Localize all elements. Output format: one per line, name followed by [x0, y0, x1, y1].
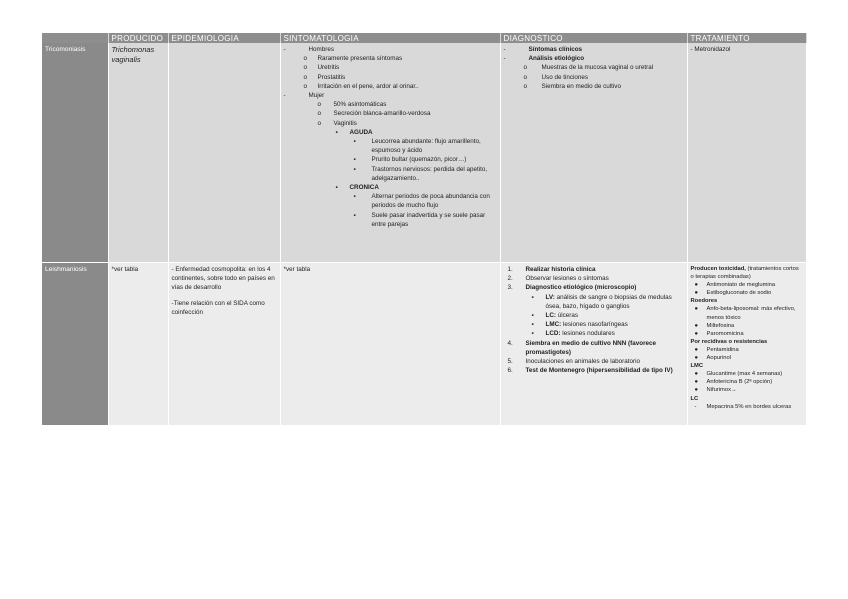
bullet-circle: o	[303, 73, 308, 81]
bullet-square: ▪	[353, 193, 356, 201]
list-item: ● Paromomicina	[694, 330, 744, 337]
bullet-circle: o	[317, 110, 322, 118]
list-item: o Uretritis	[303, 64, 340, 72]
header-producido: PRODUCIDO	[108, 33, 168, 43]
cell-producido	[108, 43, 168, 263]
header-sintomatologia: SINTOMATOLOGIA	[280, 33, 500, 43]
cell-tratamiento	[687, 43, 806, 263]
list-item: ● Anfotericina B (2ª opción)	[694, 379, 773, 386]
cell-epidemiologia	[168, 263, 280, 426]
list-item: ▪ Prurito bultar (quemazón, picor…)	[353, 156, 467, 164]
list-item: ▪ LC: úlceras	[531, 312, 579, 320]
header-cell-empty	[42, 33, 108, 43]
bullet-square: ▪	[531, 330, 534, 338]
list-item: ▪ LV: análisis de sangre o biopsias de medulas ósea, bazo, hígado o ganglios	[531, 293, 672, 310]
list-item: o Raramente presenta síntomas	[303, 55, 403, 63]
bullet-dash: -	[283, 92, 286, 100]
organism-name: vaginalis	[111, 55, 141, 64]
bullet-square: ▪	[353, 138, 356, 146]
bullet-square: ▪	[531, 293, 534, 301]
bullet-circle: o	[523, 82, 528, 90]
list-item: ▪ LMC: lesiones nasofaríngeas	[531, 321, 628, 329]
treatment-intro: Producen toxicidad, (tratamientos cortos o terapias combinadas)	[690, 266, 799, 281]
list-item: 2. Observar lesiones o síntomas	[507, 275, 609, 283]
list-item: 5. Inoculaciones en animales de laboratorio	[507, 358, 640, 366]
list-item: o Irritación en el pene, ardor al orinar..	[303, 82, 419, 90]
list-item: o Uso de tinciones	[523, 73, 589, 81]
list-item: ▪ Trastornos nerviosos: perdida del apetito, adelgazamiento..	[353, 165, 488, 182]
bullet-square: ▪	[335, 128, 338, 136]
treatment-group-label: LC	[690, 395, 699, 402]
list-item: ▪ AGUDA	[335, 128, 373, 136]
disease-table	[42, 33, 807, 426]
bullet-square: ▪	[531, 321, 534, 329]
list-item: 3. Diagnostico etiológico (microscopio)	[507, 284, 637, 292]
bullet-circle: o	[317, 101, 322, 109]
list-item: ● Nifurimox→	[694, 387, 737, 394]
bullet-square: ▪	[353, 211, 356, 219]
header-row	[42, 33, 806, 43]
list-item: ● Anfo-beta-liposomal: más efectivo, menos tóxico	[694, 306, 796, 321]
list-item: 1. Realizar historia clínica	[507, 266, 596, 273]
list-item: ▪ Suele pasar inadvertida y se suele pasar entre parejas	[353, 211, 486, 228]
header-epidemiologia: EPIDEMIOLOGIA	[168, 33, 280, 43]
bullet-dash: -	[503, 46, 506, 53]
bullet-square: ▪	[335, 184, 338, 192]
list-item: o Muestras de la mucosa vaginal o uretral	[523, 64, 654, 72]
bullet-circle: o	[303, 82, 308, 90]
table-row	[42, 263, 806, 426]
row-label: Tricomoniasis	[42, 43, 108, 263]
list-item: o Prostatitis	[303, 73, 346, 81]
list-item: ▪ Leucorrea abundante: flujo amarillento, espumoso y ácido	[353, 138, 481, 155]
see-table-note: *ver tabla	[283, 266, 311, 273]
treatment-group-label: Roedores	[690, 298, 718, 305]
see-table-note: *ver tabla	[111, 266, 139, 273]
cell-producido	[108, 263, 168, 426]
list-item: ● Glucantime (max 4 semanas)	[694, 371, 783, 378]
table-row	[42, 43, 806, 263]
bullet-dash: -	[503, 55, 506, 63]
cell-sintomatologia	[280, 43, 500, 263]
bullet-dash: -	[283, 46, 286, 53]
list-item: o 50% asintomáticas	[317, 101, 387, 109]
bullet-circle: o	[317, 119, 322, 127]
treatment-text: - Metronidazol	[690, 46, 731, 53]
bullet-square: ▪	[353, 165, 356, 173]
list-item: 6. Test de Montenegro (hipersensibilidad de tipo IV)	[507, 367, 673, 375]
list-item: - Síntomas clínicos	[503, 46, 583, 53]
list-item: o Secreción blanca-amarillo-verdosa	[317, 110, 431, 118]
cell-epidemiologia	[168, 43, 280, 263]
list-item: ● Aopurinol	[694, 355, 731, 362]
cell-tratamiento	[687, 263, 806, 426]
epidemiology-text: -Tiene relación con el SIDA como coinfección	[171, 299, 265, 316]
cell-sintomatologia	[280, 263, 500, 426]
list-item: - Mepacrina 5% en bordes ulceras	[694, 403, 792, 410]
cell-diagnostico	[500, 43, 687, 263]
list-item: - Análisis etiológico	[503, 55, 585, 63]
epidemiology-text: - Enfermedad cosmopolita: en los 4 continentes, sobre todo en países en vías de desarrollo	[171, 266, 275, 292]
row-label: Leishmaniosis	[42, 263, 108, 426]
bullet-circle: o	[523, 73, 528, 81]
cell-diagnostico	[500, 263, 687, 426]
list-item: 4. Siembra en medio de cultivo NNN (favorece promastigotes)	[507, 339, 657, 356]
list-item: ▪ Alternar periodos de poca abundancia con periodos de mucho flujo	[353, 193, 490, 210]
treatment-group-label: LMC	[690, 363, 704, 370]
list-item: o Vaginitis	[317, 119, 357, 127]
header-diagnostico: DIAGNOSTICO	[500, 33, 687, 43]
bullet-circle: o	[523, 64, 528, 72]
organism-name: Trichomonas	[111, 45, 155, 54]
list-item: ● Miltefosina	[694, 322, 735, 329]
bullet-circle: o	[303, 64, 308, 72]
bullet-square: ▪	[531, 312, 534, 320]
list-item: ● Pentamidina	[694, 346, 739, 353]
bullet-square: ▪	[353, 156, 356, 164]
list-item: ● Antimoniato de meglumina	[694, 282, 776, 289]
bullet-circle: o	[303, 55, 308, 63]
list-item: - Hombres	[283, 46, 335, 53]
treatment-group-label: Por recidivas o resistencias	[690, 338, 768, 345]
header-tratamiento: TRATAMIENTO	[687, 33, 806, 43]
list-item: ▪ CRONICA	[335, 184, 379, 192]
list-item: ▪ LCD: lesiones nodulares	[531, 330, 615, 338]
list-item: o Siembra en medio de cultivo	[523, 82, 621, 90]
list-item: ● Estibogluconato de sodio	[694, 290, 772, 297]
list-item: - Mujer	[283, 92, 325, 100]
